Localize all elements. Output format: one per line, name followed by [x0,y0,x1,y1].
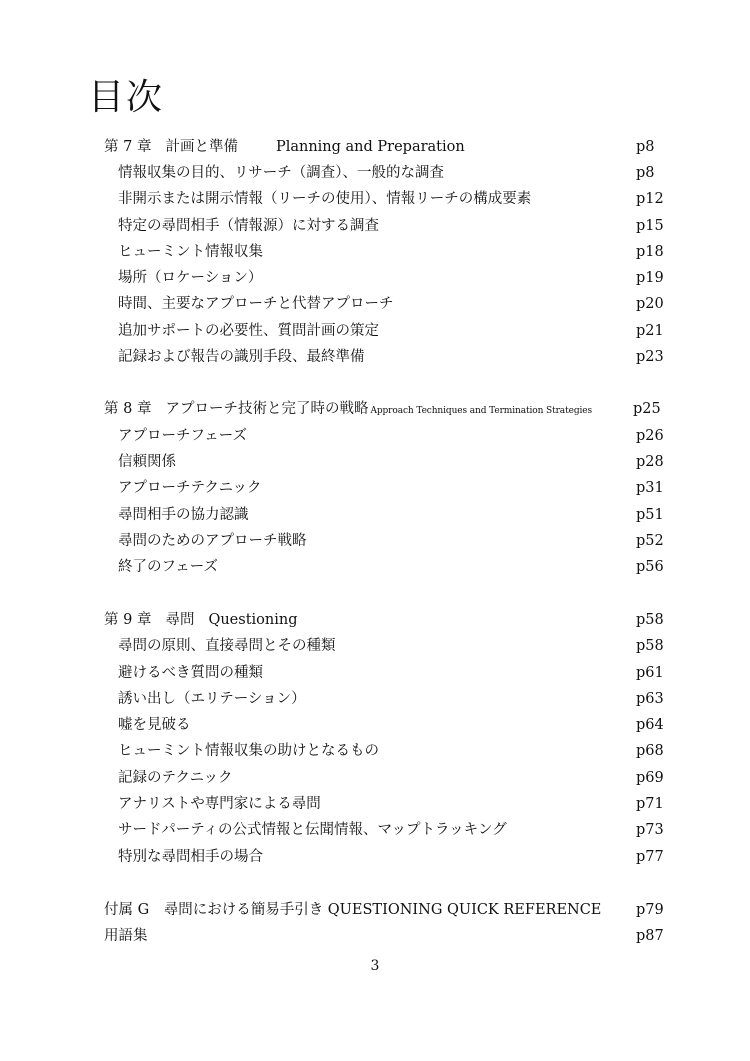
page-reference: p64 [636,717,664,733]
page-reference: p23 [636,349,664,365]
toc-section[interactable] [0,476,750,500]
page-reference: p25 [633,401,661,417]
toc-appendix-g[interactable] [0,898,750,922]
page-reference: p58 [636,612,664,628]
chapter-title-en: Approach Techniques and Termination Strategies [370,406,593,416]
section-label: 情報収集の目的、リサーチ（調査）、一般的な調査 [118,165,444,181]
toc-section[interactable] [0,450,750,474]
page-reference: p87 [636,928,664,944]
page-reference: p52 [636,533,664,549]
page-reference: p19 [636,270,664,286]
toc-section[interactable] [0,739,750,763]
chapter-prefix: 第 9 章 [104,612,152,628]
section-label: 信頼関係 [118,454,176,470]
page-reference: p51 [636,507,664,523]
toc-section[interactable] [0,240,750,264]
page-reference: p61 [636,665,664,681]
toc-glossary[interactable] [0,924,750,948]
section-label: 嘘を見破る [118,717,191,733]
page-number: 3 [370,958,380,974]
page-reference: p8 [636,139,655,155]
chapter-heading [104,135,465,159]
section-label: アプローチフェーズ [118,428,248,444]
page-reference: p21 [636,323,664,339]
page-reference: p26 [636,428,664,444]
chapter-heading [104,397,592,423]
toc-section[interactable] [0,713,750,737]
toc-section[interactable] [0,687,750,711]
toc-section[interactable] [0,503,750,527]
chapter-title-ja: アプローチ技術と完了時の戦略 [165,401,369,417]
toc-section[interactable] [0,424,750,448]
section-label: 尋問のためのアプローチ戦略 [118,533,307,549]
page-reference: p31 [636,480,664,496]
page-reference: p8 [636,165,655,181]
section-label: アナリストや専門家による尋問 [118,796,321,812]
page-reference: p20 [636,296,664,312]
toc-chapter-7[interactable] [0,135,750,159]
toc-section[interactable] [0,634,750,658]
page-reference: p68 [636,743,664,759]
toc-section[interactable] [0,187,750,211]
page-reference: p63 [636,691,664,707]
section-label: 尋問の原則、直接尋問とその種類 [118,638,336,654]
page-reference: p15 [636,218,664,234]
section-label: 特別な尋問相手の場合 [118,849,263,865]
toc-section[interactable] [0,661,750,685]
section-label: 場所（ロケーション） [118,270,263,286]
section-label: 終了のフェーズ [118,559,219,575]
section-label: ヒューミント情報収集の助けとなるもの [118,743,379,759]
page-reference: p79 [636,902,664,918]
page-reference: p18 [636,244,664,260]
toc-section[interactable] [0,529,750,553]
toc-section[interactable] [0,161,750,185]
section-label: ヒューミント情報収集 [118,244,263,260]
toc-section[interactable] [0,292,750,316]
section-label: 避けるべき質問の種類 [118,665,263,681]
toc-section[interactable] [0,214,750,238]
page-reference: p56 [636,559,664,575]
section-label: 記録および報告の識別手段、最終準備 [118,349,365,365]
page-reference: p58 [636,638,664,654]
toc-section[interactable] [0,792,750,816]
toc-section[interactable] [0,845,750,869]
toc-section[interactable] [0,818,750,842]
toc-section[interactable] [0,345,750,369]
chapter-heading [104,608,298,632]
toc-section[interactable] [0,319,750,343]
chapter-title-ja: 計画と準備 [165,139,238,155]
toc-section[interactable] [0,766,750,790]
page-reference: p28 [636,454,664,470]
section-label: アプローチテクニック [118,480,262,496]
section-label: 非開示または開示情報（リーチの使用）、情報リーチの構成要素 [118,191,532,207]
toc-chapter-8[interactable] [0,397,750,421]
chapter-prefix: 第 7 章 [104,139,152,155]
glossary-label: 用語集 [104,928,148,944]
section-label: サードパーティの公式情報と伝聞情報、マップトラッキング [118,822,507,838]
section-label: 追加サポートの必要性、質問計画の策定 [118,323,379,339]
chapter-title-ja: 尋問 [165,612,195,628]
page-title: 目次 [88,77,165,118]
page-reference: p73 [636,822,664,838]
toc-section[interactable] [0,266,750,290]
toc-section[interactable] [0,555,750,579]
page-reference: p71 [636,796,664,812]
section-label: 尋問相手の協力認識 [118,507,249,523]
page-reference: p12 [636,191,664,207]
chapter-title-en: Questioning [208,612,298,628]
page-reference: p77 [636,849,664,865]
section-label: 誘い出し（エリテーション） [118,691,306,707]
section-label: 特定の尋問相手（情報源）に対する調査 [118,218,379,234]
chapter-title-en: Planning and Preparation [275,139,465,155]
section-label: 記録のテクニック [118,770,233,786]
toc-chapter-9[interactable] [0,608,750,632]
section-label: 時間、主要なアプローチと代替アプローチ [118,296,394,312]
appendix-label: 付属 G 尋問における簡易手引き QUESTIONING QUICK REFERENCE [104,902,602,918]
page-reference: p69 [636,770,664,786]
chapter-prefix: 第 8 章 [104,401,152,417]
